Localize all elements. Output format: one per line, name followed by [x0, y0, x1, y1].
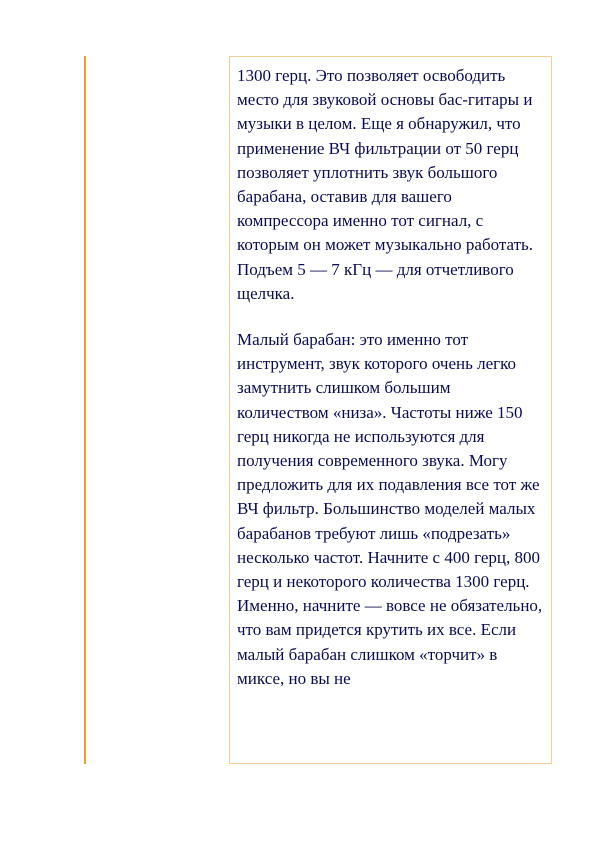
- body-paragraph-2: Малый барабан: это именно тот инструмент, звук которого очень легко замутнить слишком большим количеством «низа». Частоты ниже 150 герц никогда не используются для получения современного звука. Могу предложить для их подавления все тот же ВЧ фильтр. Большинство моделей малых барабанов требуют лишь «подрезать» несколько частот. Начните с 400 герц, 800 герц и некоторого количества 1300 герц. Именно, начните — вовсе не обязательно, что вам придется крутить их все. Если малый барабан слишком «торчит» в миксе, но вы не: [237, 330, 543, 688]
- body-paragraph-1: 1300 герц. Это позволяет освободить место для звуковой основы бас-гитары и музыки в целом. Еще я обнаружил, что применение ВЧ фильтрации от 50 герц позволяет уплотнить звук большого барабана, оставив для вашего компрессора именно тот сигнал, с которым он может музыкально работать. Подъем 5 — 7 кГц — для отчетливого щелчка.: [237, 66, 534, 303]
- margin-rule: [84, 56, 86, 764]
- text-frame: [229, 56, 552, 764]
